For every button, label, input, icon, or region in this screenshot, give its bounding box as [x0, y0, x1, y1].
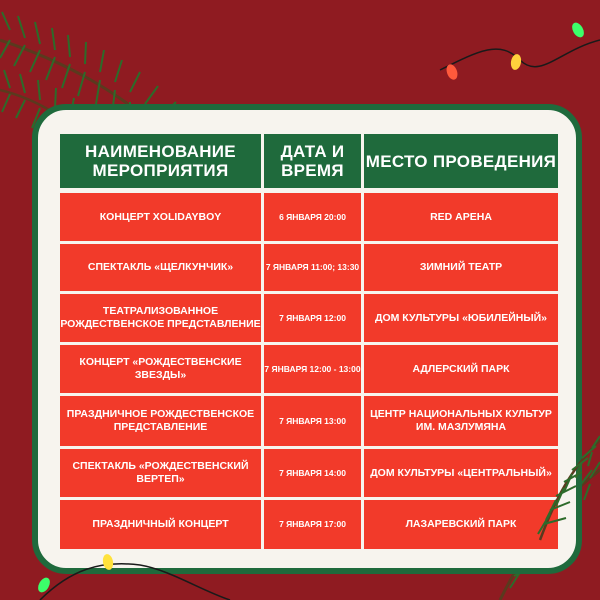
table-cell-event: КОНЦЕРТ XOLIDAYBOY: [60, 193, 261, 241]
table-cell-event: ТЕАТРАЛИЗОВАННОЕ РОЖДЕСТВЕНСКОЕ ПРЕДСТАВЛЕНИЕ: [60, 294, 261, 342]
table-cell-datetime: 7 ЯНВАРЯ 17:00: [264, 500, 361, 549]
table-cell-venue: RED АРЕНА: [364, 193, 558, 241]
table-cell-event: ПРАЗДНИЧНЫЙ КОНЦЕРТ: [60, 500, 261, 549]
table-cell-venue: ЦЕНТР НАЦИОНАЛЬНЫХ КУЛЬТУР ИМ. МАЗЛУМЯНА: [364, 396, 558, 446]
table-cell-datetime: 7 ЯНВАРЯ 13:00: [264, 396, 361, 446]
table-cell-datetime: 7 ЯНВАРЯ 12:00: [264, 294, 361, 342]
table-cell-venue: ЛАЗАРЕВСКИЙ ПАРК: [364, 500, 558, 549]
header-event-name: НАИМЕНОВАНИЕ МЕРОПРИЯТИЯ: [60, 134, 261, 188]
table-cell-datetime: 6 ЯНВАРЯ 20:00: [264, 193, 361, 241]
table-cell-venue: ЗИМНИЙ ТЕАТР: [364, 244, 558, 291]
header-datetime: ДАТА И ВРЕМЯ: [264, 134, 361, 188]
table-cell-event: ПРАЗДНИЧНОЕ РОЖДЕСТВЕНСКОЕ ПРЕДСТАВЛЕНИЕ: [60, 396, 261, 446]
string-lights-icon: [440, 21, 600, 82]
table-cell-venue: АДЛЕРСКИЙ ПАРК: [364, 345, 558, 393]
table-cell-datetime: 7 ЯНВАРЯ 12:00 - 13:00: [264, 345, 361, 393]
header-venue: МЕСТО ПРОВЕДЕНИЯ: [364, 134, 558, 188]
table-cell-datetime: 7 ЯНВАРЯ 11:00; 13:30: [264, 244, 361, 291]
table-cell-datetime: 7 ЯНВАРЯ 14:00: [264, 449, 361, 497]
table-cell-venue: ДОМ КУЛЬТУРЫ «ЮБИЛЕЙНЫЙ»: [364, 294, 558, 342]
table-cell-event: СПЕКТАКЛЬ «РОЖДЕСТВЕНСКИЙ ВЕРТЕП»: [60, 449, 261, 497]
table-cell-event: КОНЦЕРТ «РОЖДЕСТВЕНСКИЕ ЗВЕЗДЫ»: [60, 345, 261, 393]
table-cell-venue: ДОМ КУЛЬТУРЫ «ЦЕНТРАЛЬНЫЙ»: [364, 449, 558, 497]
table-cell-event: СПЕКТАКЛЬ «ЩЕЛКУНЧИК»: [60, 244, 261, 291]
